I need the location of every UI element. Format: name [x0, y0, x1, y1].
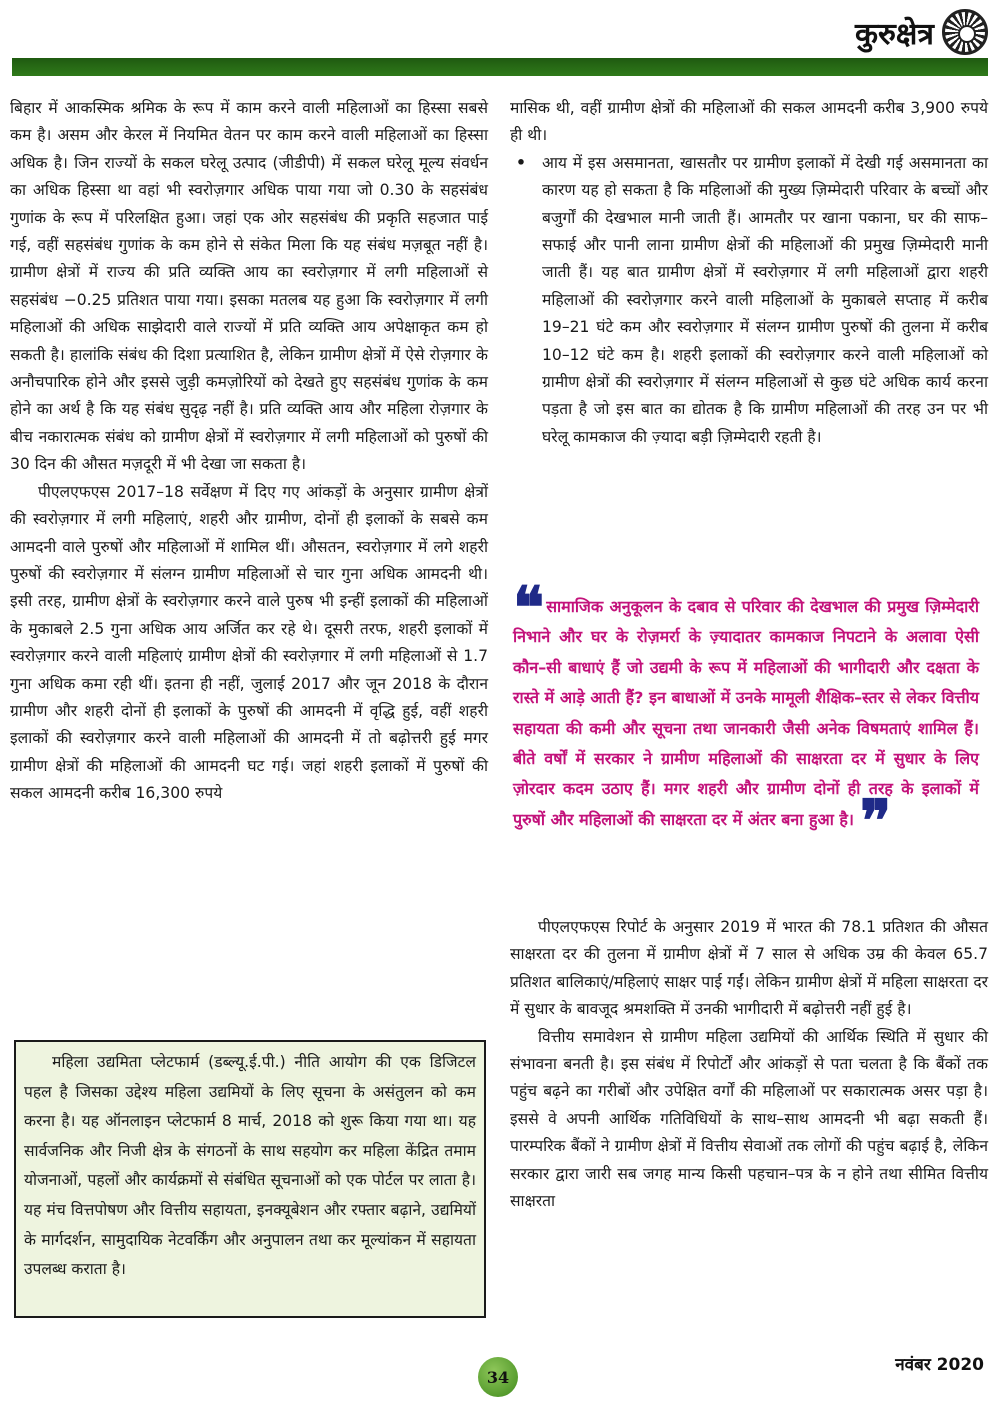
left-paragraph-2: पीएलएफएस 2017–18 सर्वेक्षण में दिए गए आंकड़ों के अनुसार ग्रामीण क्षेत्रों की स्वरोज़गार में लगी महिलाएं, शहरी और ग्रामीण, दोनों ही इलाकों के सबसे कम आमदनी वाले पुरुषों और महिलाओं में शामिल थीं। औसतन, स्वरोज़गार में लगे शहरी पुरुषों की स्वरोज़गार में संलग्न ग्रामीण महिलाओं से चार गुना अधिक आमदनी थी। इसी तरह, ग्रामीण क्षेत्रों के स्वरोज़गार करने वाले पुरुष भी इन्हीं इलाकों की महिलाओं के मुकाबले 2.5 गुना अधिक आय अर्जित कर रहे थे। दूसरी तरफ, शहरी इलाकों में स्वरोज़गार करने वाली महिलाएं ग्रामीण क्षेत्रों की स्वरोज़गार में लगी महिलाओं से 1.7 गुना अधिक कमा रही थीं। इतना ही नहीं, जुलाई 2017 और जून 2018 के दौरान ग्रामीण और शहरी दोनों ही इलाकों के पुरुषों की आमदनी में वृद्धि हुई, वहीं शहरी इलाकों की स्वरोज़गार करने वाली महिलाओं की आमदनी में तो बढ़ोत्तरी हुई मगर ग्रामीण क्षेत्रों की महिलाओं की आमदनी घट गई। जहां शहरी इलाकों में पुरुषों की सकल आमदनी करीब 16,300 रुपये	[10, 482, 488, 803]
right-paragraph-1: मासिक थी, वहीं ग्रामीण क्षेत्रों की महिलाओं की सकल आमदनी करीब 3,900 रुपये ही थी।	[510, 99, 988, 145]
page-number: 34	[478, 1357, 518, 1397]
magazine-title: कुरुक्षेत्र	[854, 16, 934, 52]
masthead	[855, 6, 988, 58]
right-paragraph-3: वित्तीय समावेशन से ग्रामीण महिला उद्यमियों की आर्थिक स्थिति में सुधार की संभावना बनती है। इस संबंध में रिपोर्टों और आंकड़ों से पता चलता है कि बैंकों तक पहुंच बढ़ने का गरीबों और उपेक्षित वर्गों की महिलाओं पर सकारात्मक असर पड़ा है। इससे वे अपनी आर्थिक गतिविधियों के साथ–साथ आमदनी भी बढ़ा सकती हैं। पारम्परिक बैंकों ने ग्रामीण क्षेत्रों में वित्तीय सेवाओं तक लोगों की पहुंच बढ़ाई है, लेकिन सरकार द्वारा जारी सब जगह मान्य किसी पहचान–पत्र के न होने तथा सीमित वित्तीय साक्षरता	[510, 1027, 988, 1211]
close-quote-icon: ❞	[859, 786, 892, 855]
bullet-text: आय में इस असमानता, खासतौर पर ग्रामीण इलाकों में देखी गई असमानता का कारण यह हो सकता है कि महिलाओं की मुख्य ज़िम्मेदारी परिवार के बच्चों और बजुर्गों की देखभाल मानी जाती हैं। आमतौर पर खाना पकाना, घर की साफ–सफाई और पानी लाना ग्रामीण क्षेत्रों की महिलाओं की प्रमुख ज़िम्मेदारी मानी जाती हैं। यह बात ग्रामीण क्षेत्रों में स्वरोज़गार में लगी महिलाओं द्वारा शहरी महिलाओं की स्वरोज़गार करने वाली महिलाओं के मुकाबले सप्ताह में करीब 19–21 घंटे कम और स्वरोज़गार में संलग्न ग्रामीण पुरुषों की तुलना में करीब 10–12 घंटे कम है। शहरी इलाकों की स्वरोज़गार करने वाली महिलाओं को ग्रामीण क्षेत्रों की स्वरोज़गार में संलग्न महिलाओं से कुछ घंटे अधिक कार्य करना पड़ता है जो इस बात का द्योतक है कि ग्रामीण महिलाओं की तरह उन पर भी घरेलू कामकाज की ज़्यादा बड़ी ज़िम्मेदारी रहती है।	[542, 153, 989, 446]
pull-quote-text: सामाजिक अनुकूलन के दबाव से परिवार की देखभाल की प्रमुख ज़िम्मेदारी निभाने और घर के रोज़मर्रा के ज़्यादातर कामकाज निपटाने के अलावा ऐसी कौन–सी बाधाएं हैं जो उद्यमी के रूप में महिलाओं की भागीदारी और दक्षता के रास्ते में आड़े आती हैं? इन बाधाओं में उनके मामूली शैक्षिक–स्तर से लेकर वित्तीय सहायता की कमी और सूचना तथा जानकारी जैसी अनेक विषमताएं शामिल हैं। बीते वर्षों में सरकार ने ग्रामीण महिलाओं की साक्षरता दर में सुधार के लिए ज़ोरदार कदम उठाए हैं। मगर शहरी और ग्रामीण दोनों ही तरह के इलाकों में पुरुषों और महिलाओं की साक्षरता दर में अंतर बना हुआ है।	[513, 597, 979, 829]
header-bar	[12, 58, 988, 76]
pull-quote	[513, 574, 979, 855]
right-column	[510, 95, 988, 451]
right-column-lower	[510, 914, 988, 1215]
bullet-item	[510, 150, 988, 451]
open-quote-icon: ❝	[513, 574, 545, 642]
sidebar-box-wep: महिला उद्यमिता प्लेटफार्म (डब्ल्यू.ई.पी.) नीति आयोग की एक डिजिटल पहल है जिसका उद्देश्य महिला उद्यमियों के लिए सूचना के असंतुलन को कम करना है। यह ऑनलाइन प्लेटफार्म 8 मार्च, 2018 को शुरू किया गया था। यह सार्वजनिक और निजी क्षेत्र के संगठनों के साथ सहयोग कर महिला केंद्रित तमाम योजनाओं, पहलों और कार्यक्रमों से संबंधित सूचनाओं को एक पोर्टल पर लाता है। यह मंच वित्तपोषण और वित्तीय सहायता, इनक्यूबेशन और रफ्तार बढ़ाने, उद्यमियों के मार्गदर्शन, सामुदायिक नेटवर्किंग और अनुपालन तथा कर मूल्यांकन में सहायता उपलब्ध कराता है।	[14, 1040, 486, 1318]
left-column	[10, 95, 488, 808]
chakra-emblem-icon	[942, 9, 988, 55]
left-paragraph-1: बिहार में आकस्मिक श्रमिक के रूप में काम करने वाली महिलाओं का हिस्सा सबसे कम है। असम और केरल में नियमित वेतन पर काम करने वाली महिलाओं का हिस्सा अधिक है। जिन राज्यों के सकल घरेलू उत्पाद (जीडीपी) में सकल घरेलू मूल्य संवर्धन का अधिक हिस्सा था वहां भी स्वरोज़गार अधिक पाया गया जो 0.30 के सहसंबंध गुणांक के रूप में परिलक्षित हुआ। जहां एक ओर सहसंबंध की प्रकृति सहजात पाई गई, वहीं सहसंबंध गुणांक के कम होने से संकेत मिला कि यह संबंध मज़बूत नहीं है। ग्रामीण क्षेत्रों में राज्य की प्रति व्यक्ति आय का स्वरोज़गार में लगी महिलाओं से सहसंबंध −0.25 प्रतिशत पाया गया। इसका मतलब यह हुआ कि स्वरोज़गार में लगी महिलाओं की अधिक साझेदारी वाले राज्यों में प्रति व्यक्ति आय अपेक्षाकृत कम हो सकती है। हालांकि संबंध की दिशा प्रत्याशित है, लेकिन ग्रामीण क्षेत्रों में ऐसे रोज़गार के अनौचपारिक होने और इससे जुड़ी कमज़ोरियों को देखते हुए सहसंबंध गुणांक के कम होने का अर्थ है कि यह संबंध सुदृढ़ नहीं है। प्रति व्यक्ति आय और महिला रोज़गार के बीच नकारात्मक संबंध को ग्रामीण क्षेत्रों में स्वरोज़गार में लगी महिलाओं को पुरुषों की 30 दिन की औसत मज़दूरी में भी देखा जा सकता है।	[10, 99, 488, 474]
bullet-icon: •	[516, 153, 526, 172]
right-paragraph-2: पीएलएफएस रिपोर्ट के अनुसार 2019 में भारत की 78.1 प्रतिशत की औसत साक्षरता दर की तुलना में ग्रामीण क्षेत्रों में 7 साल से अधिक उम्र की केवल 65.7 प्रतिशत बालिकाएं/महिलाएं साक्षर पाई गईं। लेकिन ग्रामीण क्षेत्रों में महिला साक्षरता दर में सुधार के बावजूद श्रमशक्ति में उनकी भागीदारी में बढ़ोत्तरी नहीं हुई है।	[510, 918, 988, 1019]
issue-date: नवंबर 2020	[895, 1355, 984, 1375]
